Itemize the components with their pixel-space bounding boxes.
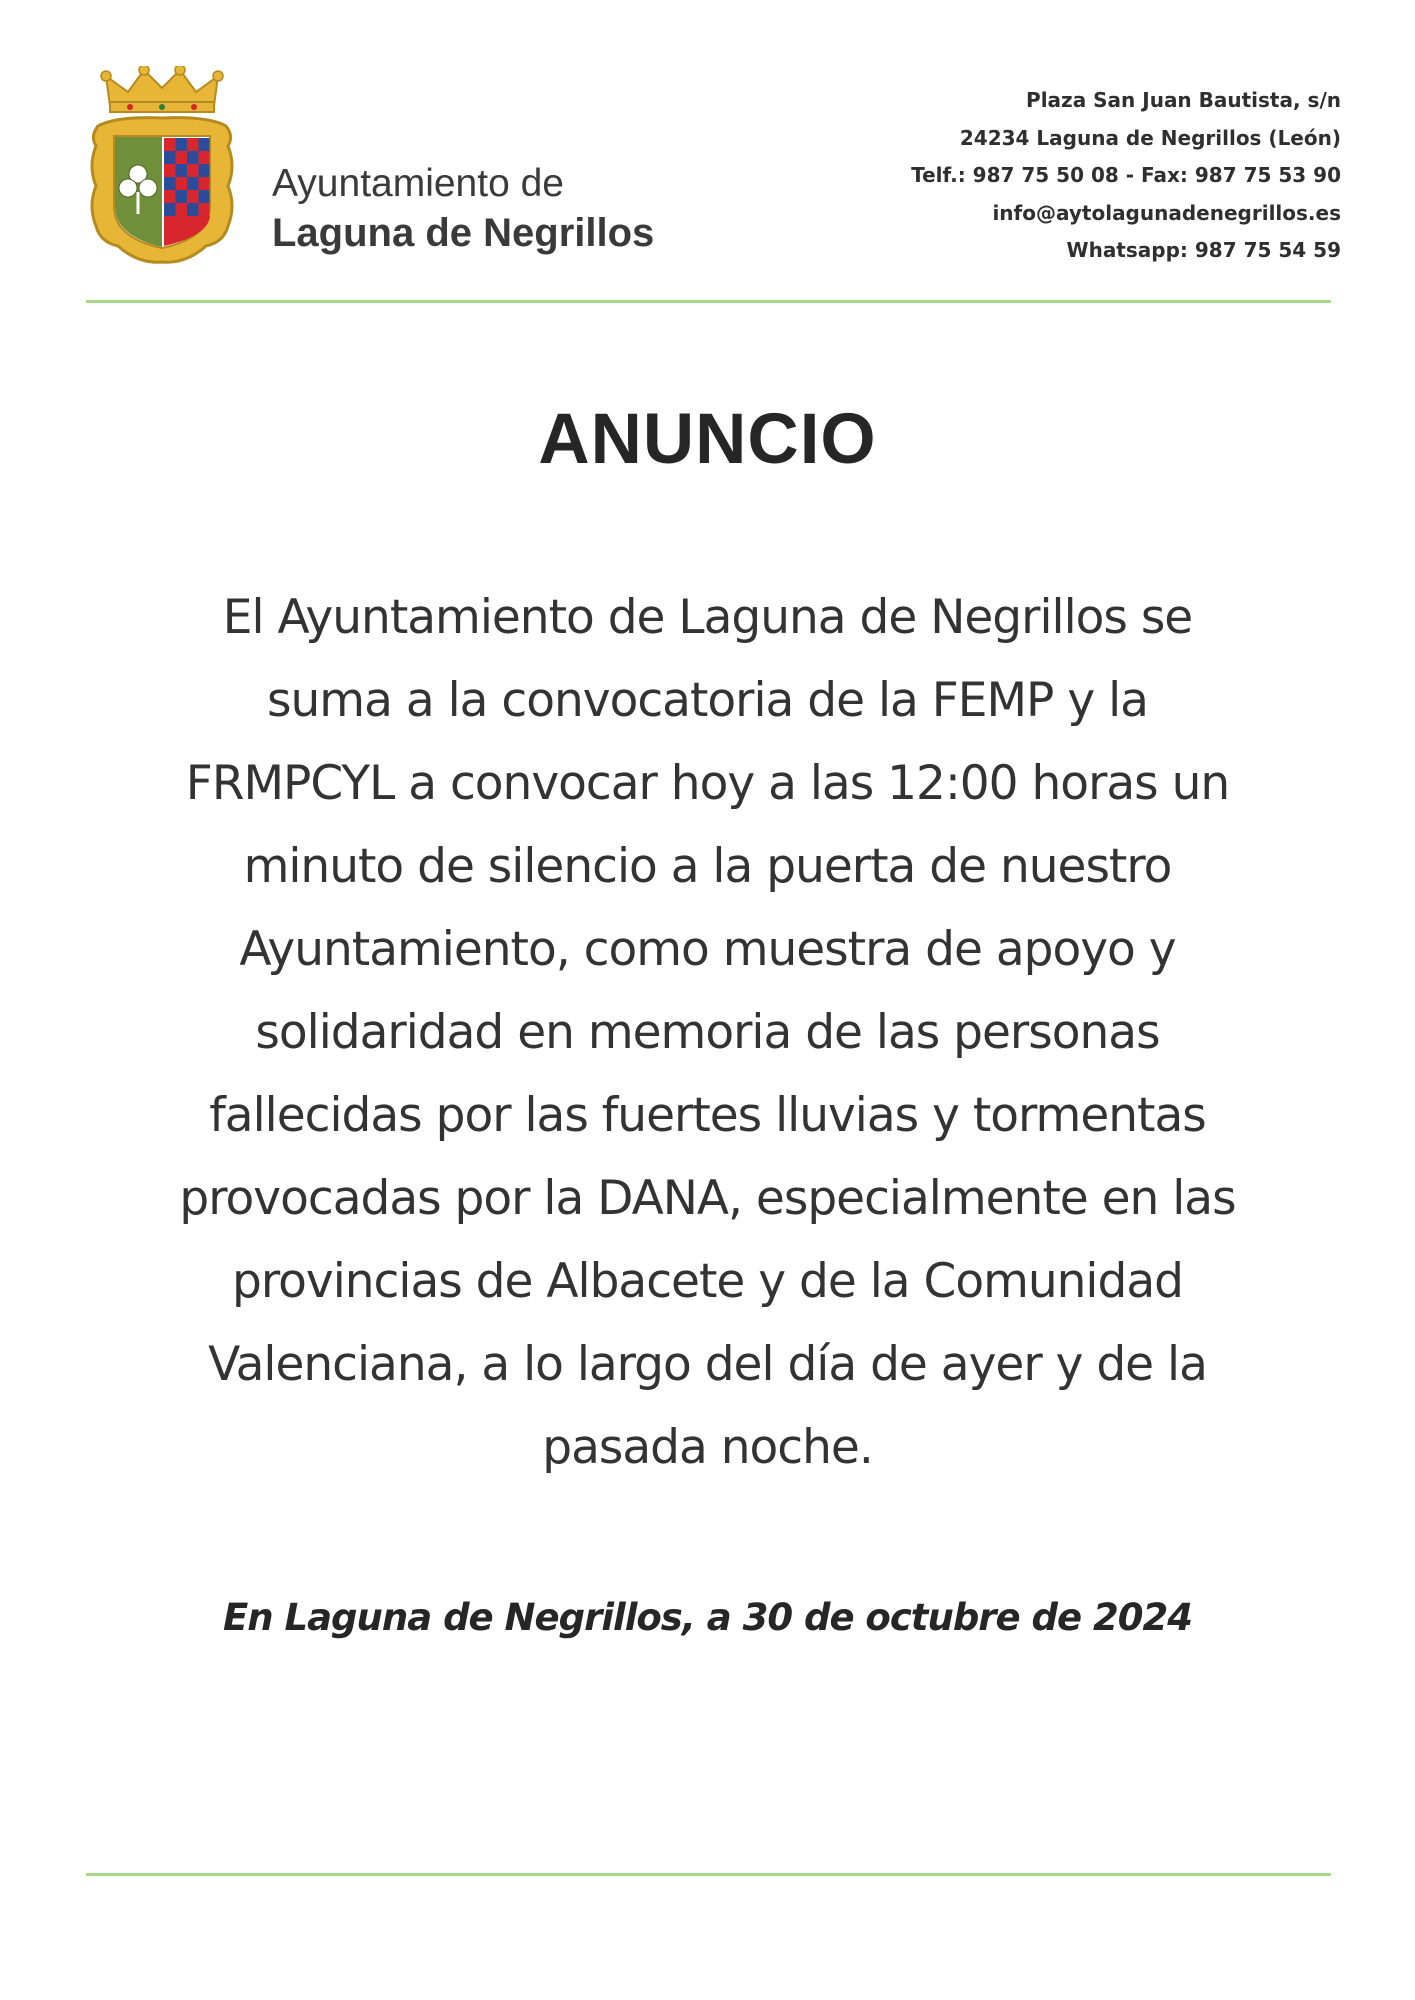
body-line: Ayuntamiento, como muestra de apoyo y <box>239 922 1176 977</box>
org-name-line2: Laguna de Negrillos <box>272 211 655 255</box>
crown-icon <box>101 66 223 112</box>
contact-block <box>911 82 1341 270</box>
body-line: El Ayuntamiento de Laguna de Negrillos se <box>222 590 1193 645</box>
body-line: provincias de Albacete y de la Comunidad <box>232 1254 1183 1309</box>
place-and-date: En Laguna de Negrillos, a 30 de octubre de 2024 <box>223 1596 1192 1639</box>
body-line: minuto de silencio a la puerta de nuestro <box>243 839 1172 894</box>
body-line: solidaridad en memoria de las personas <box>255 1005 1160 1060</box>
contact-phone-fax: Telf.: 987 75 50 08 - Fax: 987 75 53 90 <box>911 163 1341 187</box>
body-line: provocadas por la DANA, especialmente en las <box>179 1171 1236 1226</box>
contact-whatsapp: Whatsapp: 987 75 54 59 <box>1066 238 1341 262</box>
coat-of-arms-icon <box>88 66 236 266</box>
body-line: Valenciana, a lo largo del día de ayer y de la <box>208 1337 1207 1392</box>
announcement-body <box>82 576 1333 1489</box>
letterhead <box>0 0 1415 300</box>
header-divider <box>86 300 1331 303</box>
footer-divider <box>86 1873 1331 1876</box>
contact-email: info@aytolagunadenegrillos.es <box>992 200 1341 225</box>
body-line: suma a la convocatoria de la FEMP y la <box>267 673 1148 728</box>
body-line: pasada noche. <box>542 1420 873 1475</box>
org-name-line1: Ayuntamiento de <box>272 162 564 205</box>
organization-name <box>272 160 654 258</box>
announcement-title: ANUNCIO <box>538 400 877 479</box>
contact-city: 24234 Laguna de Negrillos (León) <box>959 125 1341 150</box>
contact-address: Plaza San Juan Bautista, s/n <box>1026 88 1341 112</box>
body-line: fallecidas por las fuertes lluvias y tormentas <box>209 1088 1206 1143</box>
body-line: FRMPCYL a convocar hoy a las 12:00 horas un <box>185 756 1230 811</box>
